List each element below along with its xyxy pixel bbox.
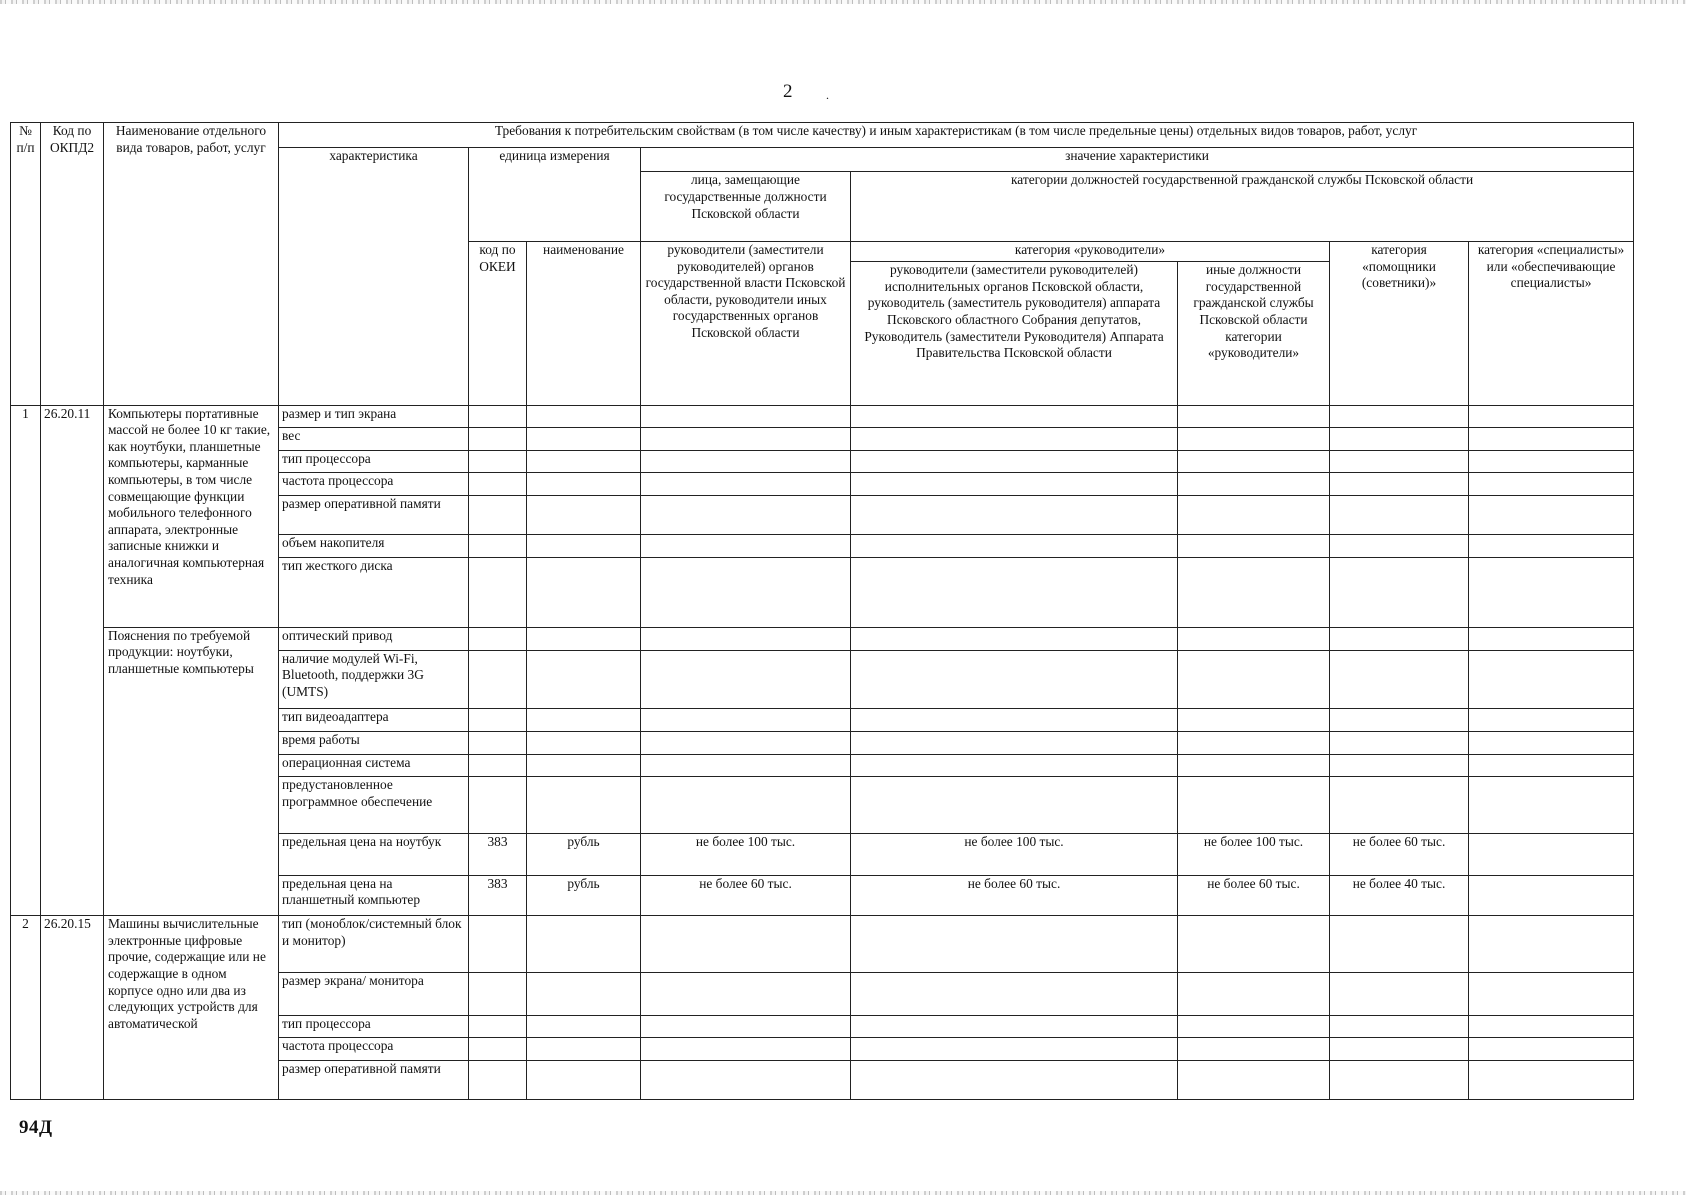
table-row [11, 916, 1634, 973]
scan-edge-top [0, 0, 1686, 4]
characteristic-cell: наличие модулей Wi-Fi, Bluetooth, поддержки 3G (UMTS) [279, 650, 469, 709]
characteristic-cell: тип процессора [279, 1016, 469, 1038]
characteristic-cell: операционная система [279, 754, 469, 776]
header-characteristic: характеристика [279, 148, 469, 405]
header-assistants: категория «помощники (советники)» [1330, 242, 1469, 405]
item-okpd: 26.20.15 [41, 916, 104, 1100]
unit-name-cell: рубль [527, 834, 641, 875]
price-assistants-cell: не более 40 тыс. [1330, 875, 1469, 915]
item-num: 1 [11, 405, 41, 916]
characteristic-cell: время работы [279, 731, 469, 754]
header-persons: лица, замещающие государственные должности Псковской области [641, 172, 851, 242]
scan-edge-bottom [0, 1191, 1686, 1195]
header-value: значение характеристики [641, 148, 1634, 172]
page-dot: . [826, 88, 829, 102]
price-persons-cell: не более 60 тыс. [641, 875, 851, 915]
header-categories: категории должностей государственной гражданской службы Псковской области [851, 172, 1634, 242]
header-unit-name: наименование [527, 242, 641, 405]
characteristic-cell: предельная цена на ноутбук [279, 834, 469, 875]
header-category-heads: категория «руководители» [851, 242, 1330, 262]
header-unit: единица измерения [469, 148, 641, 242]
header-num: № п/п [11, 123, 41, 406]
item-okpd: 26.20.11 [41, 405, 104, 916]
unit-name-cell: рубль [527, 875, 641, 915]
header-name: Наименование отдельного вида товаров, работ, услуг [104, 123, 279, 406]
table-row [11, 627, 1634, 650]
price-heads-exec-cell: не более 60 тыс. [851, 875, 1178, 915]
characteristic-cell: объем накопителя [279, 534, 469, 557]
item-note: Пояснения по требуемой продукции: ноутбуки, планшетные компьютеры [104, 627, 279, 916]
characteristic-cell: размер и тип экрана [279, 405, 469, 427]
characteristic-cell: частота процессора [279, 473, 469, 496]
item-name: Компьютеры портативные массой не более 10 кг такие, как ноутбуки, планшетные компьютеры, карманные компьютеры, в том числе совмещающие функции мобильного телефонного аппарата, электронные записные книжки и аналогичная компьютерная техника [104, 405, 279, 627]
price-assistants-cell: не более 60 тыс. [1330, 834, 1469, 875]
price-persons-cell: не более 100 тыс. [641, 834, 851, 875]
price-heads-exec-cell: не более 100 тыс. [851, 834, 1178, 875]
header-specialists: категория «специалисты» или «обеспечивающие специалисты» [1469, 242, 1634, 405]
price-other-cell: не более 100 тыс. [1178, 834, 1330, 875]
header-heads-exec: руководители (заместители руководителей) исполнительных органов Псковской области, руководитель (заместитель руководителя) аппарата Псковского областного Собрания депутатов, Руководитель (заместители Руководителя) Аппарата Правительства Псковской области [851, 262, 1178, 405]
characteristic-cell: размер экрана/ монитора [279, 972, 469, 1015]
price-other-cell: не более 60 тыс. [1178, 875, 1330, 915]
header-okei-code: код по ОКЕИ [469, 242, 527, 405]
characteristic-cell: оптический привод [279, 627, 469, 650]
item-name: Машины вычислительные электронные цифровые прочие, содержащие или не содержащие в одном корпусе одно или два из следующих устройств для автоматической [104, 916, 279, 1100]
characteristic-cell: предустановленное программное обеспечение [279, 776, 469, 834]
header-okpd: Код по ОКПД2 [41, 123, 104, 406]
page-number: 2 [783, 81, 793, 102]
characteristic-cell: предельная цена на планшетный компьютер [279, 875, 469, 915]
characteristic-cell: тип жесткого диска [279, 557, 469, 627]
characteristic-cell: размер оперативной памяти [279, 1061, 469, 1100]
characteristic-cell: размер оперативной памяти [279, 496, 469, 534]
okei-code-cell: 383 [469, 834, 527, 875]
requirements-table [10, 122, 1634, 1100]
table-row [11, 405, 1634, 427]
header-heads-bodies: руководители (заместители руководителей) органов государственной власти Псковской области, руководители иных государственных органов Псковской области [641, 242, 851, 405]
footer-document-code: 94Д [19, 1117, 53, 1138]
item-num: 2 [11, 916, 41, 1100]
okei-code-cell: 383 [469, 875, 527, 915]
characteristic-cell: вес [279, 427, 469, 450]
characteristic-cell: тип (моноблок/системный блок и монитор) [279, 916, 469, 973]
price-specialists-cell [1469, 834, 1634, 875]
price-specialists-cell [1469, 875, 1634, 915]
characteristic-cell: тип процессора [279, 450, 469, 472]
header-other-positions: иные должности государственной гражданской службы Псковской области категории «руководители» [1178, 262, 1330, 405]
header-requirements: Требования к потребительским свойствам (в том числе качеству) и иным характеристикам (в том числе предельные цены) отдельных видов товаров, работ, услуг [279, 123, 1634, 148]
characteristic-cell: частота процессора [279, 1038, 469, 1061]
characteristic-cell: тип видеоадаптера [279, 709, 469, 731]
